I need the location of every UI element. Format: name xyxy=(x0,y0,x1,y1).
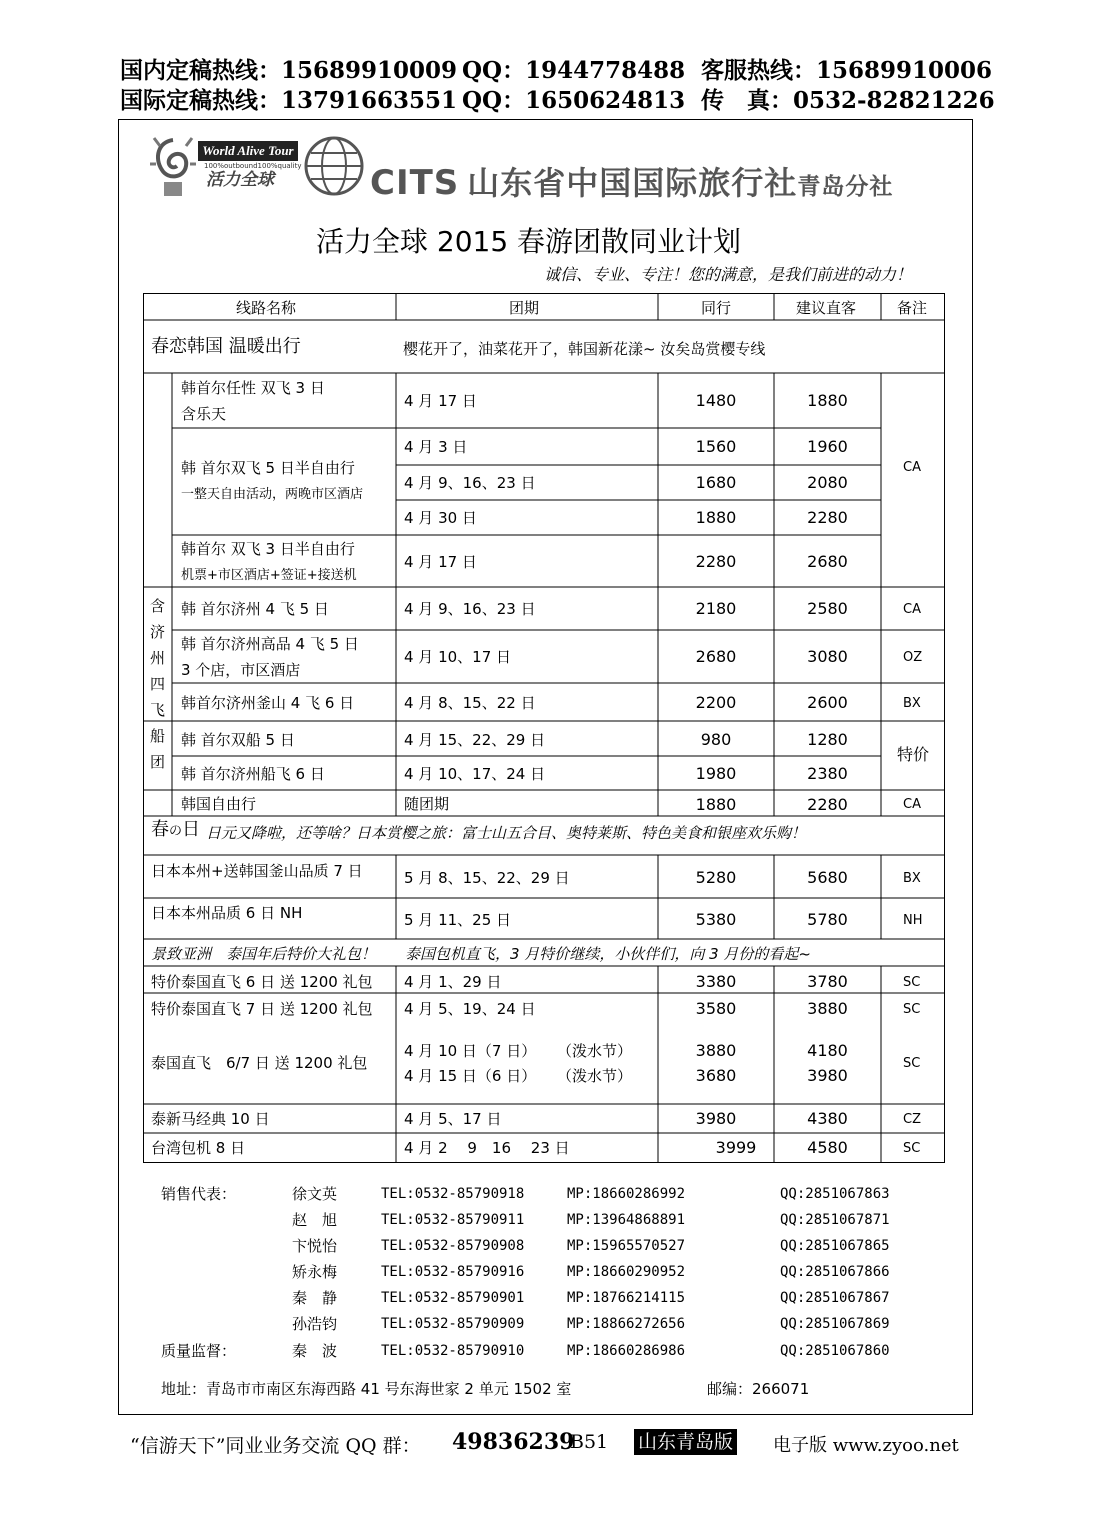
korea-banner: 春恋韩国 温暖出行 xyxy=(151,336,301,357)
retail-price: 2600 xyxy=(807,693,848,712)
route-name: 特价泰国直飞 7 日 送 1200 礼包 xyxy=(151,1000,373,1018)
airline-note: BX xyxy=(903,696,921,711)
retail-price: 5780 xyxy=(807,910,848,929)
retail-price: 1280 xyxy=(807,730,848,749)
page-number: B51 xyxy=(570,1431,609,1453)
airline-note: SC xyxy=(903,975,921,990)
header-note: 备注 xyxy=(897,299,928,317)
route-name: 韩 首尔济州 4 飞 5 日 xyxy=(181,600,329,618)
header-date: 团期 xyxy=(509,299,540,317)
contact-qq: QQ:2851067863 xyxy=(780,1186,890,1202)
price-table-grid xyxy=(143,293,945,1163)
peer-price: 3380 xyxy=(695,972,737,991)
contact-qq: QQ:2851067860 xyxy=(780,1343,890,1359)
contact-mp: MP:13964868891 xyxy=(567,1212,686,1228)
route-name: 台湾包机 8 日 xyxy=(151,1139,246,1157)
cits-text: CITS xyxy=(370,163,460,203)
route-name: 泰国直飞 6/7 日 送 1200 礼包 xyxy=(151,1054,368,1072)
retail-price: 2280 xyxy=(807,795,848,814)
retail-price: 2680 xyxy=(807,552,848,571)
airline-note: CA xyxy=(903,460,921,475)
contact-mp: MP:18660290952 xyxy=(567,1264,686,1280)
contact-tel: TEL:0532-85790901 xyxy=(381,1290,525,1306)
route-name: 韩 首尔双船 5 日 xyxy=(181,731,295,749)
contact-tel: TEL:0532-85790910 xyxy=(381,1343,525,1359)
side-char: 飞 xyxy=(150,701,166,719)
route-date: 4 月 30 日 xyxy=(404,509,477,527)
route-date: 随团期 xyxy=(404,795,450,813)
airline-note: CZ xyxy=(903,1112,921,1127)
side-char: 济 xyxy=(150,623,166,641)
route-date: 4 月 2 9 16 23 日 xyxy=(404,1139,570,1157)
qq-group-label: “信游天下”同业业务交流 QQ 群： xyxy=(130,1435,421,1457)
route-tag: （泼水节） xyxy=(557,1042,633,1060)
contact-tel: TEL:0532-85790909 xyxy=(381,1316,525,1332)
route-sub: 3 个店，市区酒店 xyxy=(181,661,301,679)
route-sub: 机票+市区酒店+签证+接送机 xyxy=(181,568,357,583)
route-name: 韩首尔济州釜山 4 飞 6 日 xyxy=(181,694,355,712)
peer-price: 3980 xyxy=(695,1109,737,1128)
route-date: 4 月 5、17 日 xyxy=(404,1110,502,1128)
peer-price: 1480 xyxy=(695,391,737,410)
contact-qq: QQ:2851067867 xyxy=(780,1290,890,1306)
route-name: 泰新马经典 10 日 xyxy=(151,1110,270,1128)
retail-price: 4180 xyxy=(807,1041,848,1060)
korea-side-label xyxy=(150,593,166,775)
peer-price: 1680 xyxy=(695,473,737,492)
world-alive-tour-logo xyxy=(198,141,302,199)
route-name: 韩国自由行 xyxy=(181,795,257,813)
route-date: 4 月 17 日 xyxy=(404,553,477,571)
contact-tel: TEL:0532-85790911 xyxy=(381,1212,525,1228)
side-char: 船 xyxy=(150,727,166,745)
route-name: 韩首尔 双飞 3 日半自由行 xyxy=(181,540,355,558)
contact-name: 矫永梅 xyxy=(292,1263,338,1281)
route-name: 日本本州品质 6 日 NH xyxy=(151,904,303,922)
qq-group-number: 49836239 xyxy=(452,1429,575,1455)
route-date: 5 月 11、25 日 xyxy=(404,911,512,929)
japan-banner xyxy=(151,821,200,841)
contact-name: 孙浩钧 xyxy=(292,1315,338,1333)
route-date: 4 月 1、29 日 xyxy=(404,973,502,991)
contact-mp: MP:18660286992 xyxy=(567,1186,686,1202)
route-name: 特价泰国直飞 6 日 送 1200 礼包 xyxy=(151,973,373,991)
route-date: 4 月 9、16、23 日 xyxy=(404,600,536,618)
route-sub: 含乐天 xyxy=(181,405,227,423)
contact-qq: QQ:2851067869 xyxy=(780,1316,890,1332)
route-name: 韩首尔任性 双飞 3 日 xyxy=(181,379,325,397)
retail-price: 2080 xyxy=(807,473,848,492)
airline-note: BX xyxy=(903,871,921,886)
contact-mp: MP:18766214115 xyxy=(567,1290,686,1306)
retail-price: 1880 xyxy=(807,391,848,410)
route-date: 4 月 17 日 xyxy=(404,392,477,410)
route-name: 韩 首尔双飞 5 日半自由行 xyxy=(181,459,355,477)
contact-name: 赵 旭 xyxy=(292,1211,338,1229)
special-note: 特价 xyxy=(897,745,930,764)
peer-price: 3999 xyxy=(715,1138,757,1157)
peer-price: 1880 xyxy=(695,508,737,527)
peer-price: 2280 xyxy=(695,552,737,571)
header-retail: 建议直客 xyxy=(796,299,857,317)
page-title: 活力全球 2015 春游团散同业计划 xyxy=(316,225,742,258)
company-name: 山东省中国国际旅行社 xyxy=(467,164,798,202)
peer-price: 1980 xyxy=(695,764,737,783)
contact-name: 卞悦怡 xyxy=(292,1237,338,1255)
airline-note: SC xyxy=(903,1056,921,1071)
route-date: 4 月 5、19、24 日 xyxy=(404,1000,536,1018)
retail-price: 3980 xyxy=(807,1066,848,1085)
fax: 传 真：0532-82821226 xyxy=(701,87,995,114)
wat-english: World Alive Tour xyxy=(198,141,298,161)
contact-tel: TEL:0532-85790908 xyxy=(381,1238,525,1254)
peer-price: 5380 xyxy=(695,910,737,929)
route-date: 4 月 15 日（6 日） xyxy=(404,1067,537,1085)
route-date: 4 月 10、17、24 日 xyxy=(404,765,546,783)
contact-tel: TEL:0532-85790916 xyxy=(381,1264,525,1280)
peer-price: 3880 xyxy=(695,1041,737,1060)
retail-price: 2280 xyxy=(807,508,848,527)
wat-quality: 100%quality xyxy=(257,162,302,170)
contact-qq: QQ:2851067866 xyxy=(780,1264,890,1280)
route-date: 4 月 9、16、23 日 xyxy=(404,474,536,492)
route-date: 4 月 10、17 日 xyxy=(404,648,512,666)
side-char: 州 xyxy=(150,649,166,667)
airline-note: CA xyxy=(903,797,921,812)
airline-note: SC xyxy=(903,1002,921,1017)
slogan: 诚信、专业、专注！您的满意，是我们前进的动力！ xyxy=(544,265,913,284)
edition-badge: 山东青岛版 xyxy=(634,1429,737,1455)
side-char: 团 xyxy=(150,753,166,771)
route-date: 4 月 8、15、22 日 xyxy=(404,694,536,712)
cits-globe-icon xyxy=(303,135,365,197)
peer-price: 3580 xyxy=(695,999,737,1018)
header-route: 线路名称 xyxy=(236,299,297,317)
peer-price: 2180 xyxy=(695,599,737,618)
contact-mp: MP:15965570527 xyxy=(567,1238,686,1254)
peer-price: 5280 xyxy=(695,868,737,887)
wat-chinese: 活力全球 xyxy=(206,170,274,190)
airline-note: NH xyxy=(903,913,923,928)
route-name: 日本本州+送韩国釜山品质 7 日 xyxy=(151,862,363,880)
japan-banner-sub: 日元又降啦，还等啥？日本赏樱之旅：富士山五合目、奥特莱斯、特色美食和银座欢乐购！ xyxy=(206,824,807,842)
route-tag: （泼水节） xyxy=(557,1067,633,1085)
retail-price: 4580 xyxy=(807,1138,848,1157)
swirl-logo-icon xyxy=(150,134,196,198)
banner-char: の xyxy=(169,824,183,839)
route-name: 韩 首尔济州高品 4 飞 5 日 xyxy=(181,635,359,653)
postcode: 邮编：266071 xyxy=(707,1380,810,1398)
contact-name: 秦 波 xyxy=(292,1342,338,1360)
domestic-hotline: 国内定稿热线：15689910009 xyxy=(120,57,458,84)
peer-price: 2200 xyxy=(695,693,737,712)
peer-price: 980 xyxy=(700,730,732,749)
peer-price: 3680 xyxy=(695,1066,737,1085)
retail-price: 3780 xyxy=(807,972,848,991)
contact-mp: MP:18866272656 xyxy=(567,1316,686,1332)
route-name: 韩 首尔济州船飞 6 日 xyxy=(181,765,325,783)
header-peer: 同行 xyxy=(701,299,732,317)
company-logo xyxy=(370,158,893,204)
route-date: 4 月 15、22、29 日 xyxy=(404,731,546,749)
retail-price: 2380 xyxy=(807,764,848,783)
contact-name: 徐文英 xyxy=(292,1185,338,1203)
banner-char: 日 xyxy=(182,819,201,840)
quality-label: 质量监督： xyxy=(161,1342,237,1360)
retail-price: 3080 xyxy=(807,647,848,666)
retail-price: 1960 xyxy=(807,437,848,456)
intl-qq: QQ：1650624813 xyxy=(462,87,686,114)
route-date: 4 月 10 日（7 日） xyxy=(404,1042,537,1060)
korea-banner-sub: 樱花开了，油菜花开了，韩国新花漾~ 汝矣岛赏樱专线 xyxy=(403,340,766,358)
site-link[interactable]: 电子版 www.zyoo.net xyxy=(773,1435,959,1456)
retail-price: 2580 xyxy=(807,599,848,618)
peer-price: 1880 xyxy=(695,795,737,814)
wat-outbound: 100%outbound xyxy=(204,162,258,170)
retail-price: 4380 xyxy=(807,1109,848,1128)
contact-name: 秦 静 xyxy=(292,1289,338,1307)
address: 地址：青岛市市南区东海西路 41 号东海世家 2 单元 1502 室 xyxy=(161,1380,572,1398)
asia-banner: 景致亚洲 泰国年后特价大礼包！ xyxy=(151,945,377,963)
contact-tel: TEL:0532-85790918 xyxy=(381,1186,525,1202)
side-char: 四 xyxy=(150,675,166,693)
service-hotline: 客服热线：15689910006 xyxy=(701,57,993,84)
side-char: 含 xyxy=(150,597,166,615)
branch-name: 青岛分社 xyxy=(797,174,894,200)
sales-label: 销售代表： xyxy=(161,1185,237,1203)
airline-note: SC xyxy=(903,1141,921,1156)
route-date: 4 月 3 日 xyxy=(404,438,468,456)
route-sub: 一整天自由活动，两晚市区酒店 xyxy=(181,487,364,502)
contact-qq: QQ:2851067871 xyxy=(780,1212,890,1228)
banner-char: 春 xyxy=(151,819,169,840)
route-date: 5 月 8、15、22、29 日 xyxy=(404,869,570,887)
domestic-qq: QQ：1944778488 xyxy=(462,57,686,84)
airline-note: OZ xyxy=(903,650,923,665)
peer-price: 2680 xyxy=(695,647,737,666)
contact-qq: QQ:2851067865 xyxy=(780,1238,890,1254)
airline-note: CA xyxy=(903,602,921,617)
asia-banner-sub: 泰国包机直飞，3 月特价继续，小伙伴们，向 3 月份的看起~ xyxy=(405,945,811,963)
retail-price: 3880 xyxy=(807,999,848,1018)
retail-price: 5680 xyxy=(807,868,848,887)
peer-price: 1560 xyxy=(695,437,737,456)
contact-mp: MP:18660286986 xyxy=(567,1343,686,1359)
intl-hotline: 国际定稿热线：13791663551 xyxy=(120,87,458,114)
